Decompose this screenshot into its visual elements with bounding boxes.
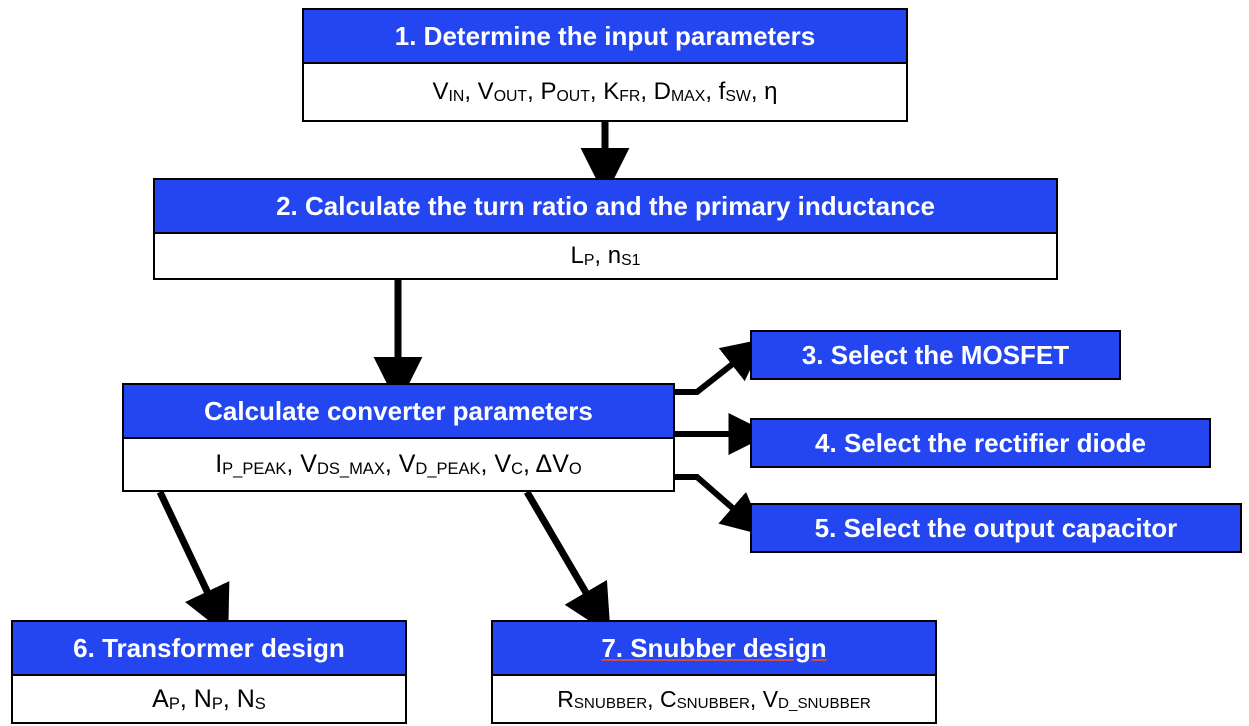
- node-step7[interactable]: [491, 620, 937, 724]
- node-step2-header: 2. Calculate the turn ratio and the primary inductance: [155, 180, 1056, 232]
- connector-calc-step7: [527, 492, 595, 608]
- connector-calc-step3: [675, 355, 744, 392]
- node-step1-body: V $_{IN}$ , V $_{OUT}$ , P $_{OUT}$ , K $_{FR}$ , D $_{MAX}$ , f $_{SW}$ , η: [304, 62, 906, 120]
- node-step2[interactable]: [153, 178, 1058, 280]
- node-calculate-converter-parameters[interactable]: [122, 383, 675, 492]
- node-calc-body: I $_{P\_PEAK}$ , V $_{DS\_MAX}$ , V $_{D\_PEAK}$ , V $_C$ , ΔV $_O$: [124, 437, 673, 490]
- node-step5-header: 5. Select the output capacitor: [752, 505, 1240, 551]
- node-step4[interactable]: [750, 418, 1211, 468]
- node-step5[interactable]: [750, 503, 1242, 553]
- node-step1-header: 1. Determine the input parameters: [304, 10, 906, 62]
- node-step7-header: [493, 622, 935, 674]
- node-calc-header: Calculate converter parameters: [124, 385, 673, 437]
- node-step1[interactable]: [302, 8, 908, 122]
- node-step3[interactable]: [750, 330, 1121, 380]
- connector-calc-step5: [675, 477, 744, 518]
- node-step7-body: R $_{SNUBBER}$ , C $_{SNUBBER}$ , V $_{D\_SNUBBER}$: [493, 674, 935, 722]
- node-step4-header: 4. Select the rectifier diode: [752, 420, 1209, 466]
- node-step3-header: 3. Select the MOSFET: [752, 332, 1119, 378]
- node-step6-body: A $_P$ , N $_P$ , N $_S$: [13, 674, 405, 722]
- node-step6[interactable]: [11, 620, 407, 724]
- node-step7-header-text: 7. Snubber design: [601, 632, 827, 663]
- node-step2-body: L $_P$ , n $_{S1}$: [155, 232, 1056, 278]
- node-step6-header: 6. Transformer design: [13, 622, 405, 674]
- connector-calc-step6: [160, 492, 215, 608]
